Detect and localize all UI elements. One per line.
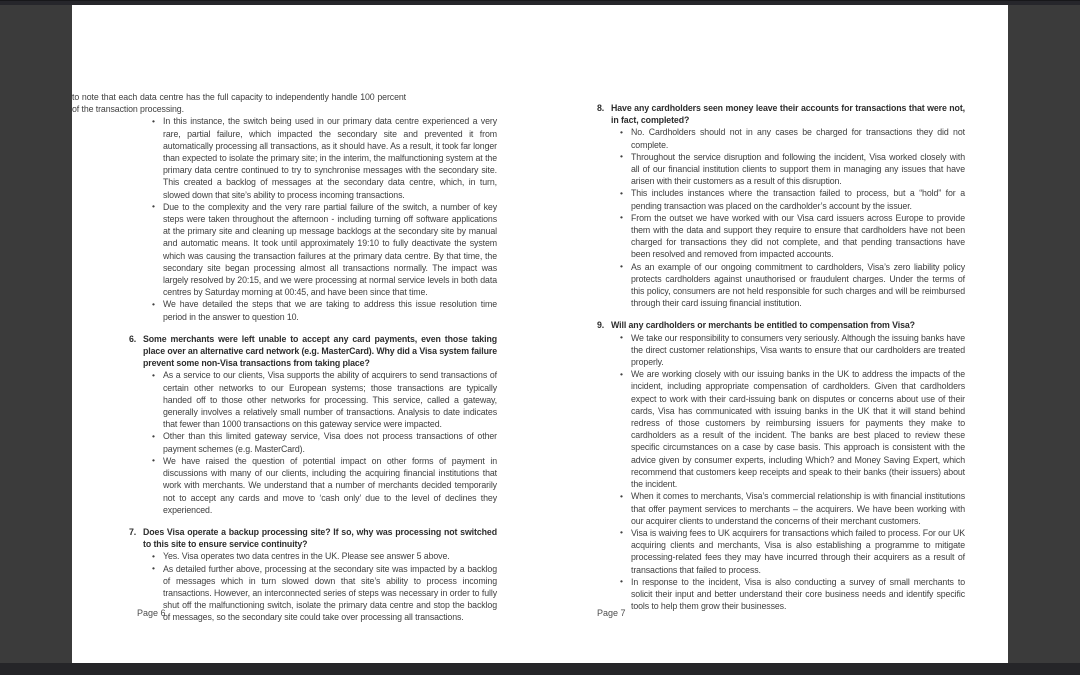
bullet-text: We have raised the question of potential impact on other forms of payment in discussions with many of our clients, including the acquiring financial institutions that work with merchants. We understand that a number of merchants decided temporarily not to accept any cards and move to ‘cash only’ due to the level of declines they experienced.	[163, 455, 497, 515]
bullet-icon: •	[152, 455, 155, 466]
bullet-item	[620, 332, 965, 369]
bullet-text: We are working closely with our issuing banks in the UK to address the impacts of the incident, including appropriate compensation of cardholders. Given that cardholders expect to work with their card-issuing bank on disputes or concerns about use of their cards, Visa has communicated with issuing banks in the UK that it will stand behind redress of those customers by reimbursing issuers for payments they make to cardholders as a result of the incident. The banks are best placed to review these specific circumstances on a case by case basis. This approach is consistent with the advice given by consumer experts, including Which? and Money Saving Expert, which recommend that customers keep receipts and speak to their banks (their issuers) about the incident.	[631, 369, 965, 490]
bullet-item	[620, 368, 965, 490]
page-7	[540, 5, 1008, 663]
question-number: 7.	[129, 526, 137, 537]
page-7-content	[540, 102, 1008, 612]
bullet-text: This includes instances where the transaction failed to process, but a “hold” for a pending transaction was placed on the cardholder’s account by the issuer.	[631, 188, 965, 211]
bullet-icon: •	[620, 212, 623, 223]
bullet-text: No. Cardholders should not in any cases be charged for transactions they did not complete.	[631, 127, 965, 150]
bullet-text: As an example of our ongoing commitment to cardholders, Visa’s zero liability policy protects cardholders against unauthorised or fraudulent charges. Under the terms of this policy, consumers are not held responsible for such charges and will be reimbursed through their card issuing financial institution.	[631, 261, 965, 309]
bullet-icon: •	[620, 490, 623, 501]
question-number: 8.	[597, 103, 605, 113]
bullet-icon: •	[152, 115, 155, 126]
bullet-icon: •	[620, 332, 623, 343]
bullet-text: Other than this limited gateway service, Visa does not process transactions of other payment schemes (e.g. MasterCard).	[163, 431, 497, 454]
bullet-icon: •	[620, 261, 623, 272]
bullet-item	[620, 490, 965, 527]
bullet-item	[620, 576, 965, 613]
question-item	[597, 319, 965, 331]
bullet-icon: •	[152, 369, 155, 380]
bullet-item	[620, 126, 965, 150]
bullet-icon: •	[152, 563, 155, 574]
page-6-content	[72, 91, 540, 624]
bullet-item	[620, 151, 965, 188]
bullet-item	[152, 369, 497, 430]
bullet-text: From the outset we have worked with our Visa card issuers across Europe to provide them with the data and support they require to ensure that cardholders have not been charged for transactions they did not complete, and that pending transactions have been resolved and removed from impacted accounts.	[631, 212, 965, 260]
bullet-icon: •	[152, 201, 155, 212]
question-item	[597, 102, 965, 126]
page-6	[72, 5, 540, 663]
bullet-item	[620, 527, 965, 576]
bullet-text: Yes. Visa operates two data centres in the UK. Please see answer 5 above.	[163, 551, 450, 562]
bullet-item	[620, 187, 965, 211]
bullet-icon: •	[620, 368, 623, 379]
bullet-item	[152, 550, 497, 562]
paragraph-continuation: to note that each data centre has the full capacity to independently handle 100 percent of the transaction processing.	[72, 92, 406, 115]
question-number: 6.	[129, 333, 137, 344]
question-item	[129, 526, 497, 550]
document-spread	[72, 5, 1008, 663]
bullet-icon: •	[620, 126, 623, 137]
bullet-text: We take our responsibility to consumers very seriously. Although the issuing banks have the direct customer relationships, Visa wants to ensure that our cardholders are treated properly.	[631, 332, 965, 368]
bullet-item	[152, 298, 497, 322]
bullet-item	[620, 261, 965, 310]
bullet-icon: •	[152, 430, 155, 441]
bullet-text: In response to the incident, Visa is also conducting a survey of small merchants to solicit their input and better understand their core business needs and identify specific tools to help them grow their businesses.	[631, 576, 965, 612]
bullet-item	[152, 201, 497, 299]
bullet-text: As detailed further above, processing at the secondary site was impacted by a backlog of messages which in turn slowed down that site’s ability to process incoming transactions. However, an interconnected series of steps was necessary in order to fully shut off the malfunctioning switch, isolate the primary data centre and stop the backlog of messages, so the secondary site could take over processing all transactions.	[163, 563, 497, 623]
bullet-icon: •	[152, 298, 155, 309]
bullet-icon: •	[620, 527, 623, 538]
page-number-footer: Page 6	[137, 608, 166, 618]
bullet-text: We have detailed the steps that we are taking to address this issue resolution time period in the answer to question 10.	[163, 299, 497, 322]
viewer-bottom-bar	[0, 663, 1080, 675]
bullet-icon: •	[620, 576, 623, 587]
bullet-icon: •	[620, 187, 623, 198]
bullet-text: Throughout the service disruption and following the incident, Visa worked closely with all of our financial institution clients to support them in managing any issues that have arisen with their customers as a result of this disruption.	[631, 151, 965, 187]
bullet-text: Visa is waiving fees to UK acquirers for transactions which failed to process. For our UK acquiring clients and merchants, Visa is also establishing a programme to mitigate processing-related fees they may have incurred through their acquirers as a result of transactions that failed to process.	[631, 527, 965, 575]
bullet-icon: •	[152, 550, 155, 561]
bullet-item	[152, 455, 497, 516]
bullet-icon: •	[620, 151, 623, 162]
question-text: Does Visa operate a backup processing site? If so, why was processing not switched to this site to ensure service continuity?	[143, 526, 497, 550]
question-text: Will any cardholders or merchants be entitled to compensation from Visa?	[611, 320, 915, 331]
bullet-text: As a service to our clients, Visa supports the ability of acquirers to send transactions of certain other networks to our European systems; those transactions are typically handed off to those other networks for processing. This service, called a gateway, generally involves a relatively small number of transactions. Analysis to date indicates that fewer than 1000 transactions on this gateway service were impacted.	[163, 370, 497, 430]
document-canvas[interactable]	[0, 5, 1080, 663]
question-item	[129, 333, 497, 370]
bullet-item	[152, 430, 497, 454]
question-text: Some merchants were left unable to accept any card payments, even those taking place over an alternative card network (e.g. MasterCard). Why did a Visa system failure prevent some non-Visa transactions from taking place?	[143, 333, 497, 369]
bullet-item	[152, 115, 497, 200]
bullet-text: Due to the complexity and the very rare partial failure of the switch, a number of key steps were taken throughout the afternoon - including turning off software applications at the primary site and cleaning up message backlogs at the secondary site by manual and automatic means. It took until approximately 19:10 to fully deactivate the system which was causing the transaction failures at the primary data centre. By that time, the secondary site began processing almost all transactions normally. The impact was largely resolved by 20:15, and we were processing at normal service levels in both data centres by Saturday morning at 00:45, and have been since that time.	[163, 201, 497, 298]
question-number: 9.	[597, 320, 605, 331]
page-number-footer: Page 7	[597, 608, 626, 618]
question-text: Have any cardholders seen money leave their accounts for transactions that were not, in fact, completed?	[611, 103, 965, 126]
bullet-item	[152, 563, 497, 624]
bullet-text: When it comes to merchants, Visa’s commercial relationship is with financial institutions that offer payment services to merchants – the acquirers. We have been working with our acquirer clients to understand the concerns of their merchant customers.	[631, 491, 965, 526]
bullet-item	[620, 212, 965, 261]
bullet-text: In this instance, the switch being used in our primary data centre experienced a very rare, partial failure, which impacted the secondary site and prevented it from automatically processing all transactions, as it should have. As a result, it took far longer than expected to isolate the primary site; in the interim, the malfunctioning system at the primary data centre continued to try to synchronise messages with the secondary site. This created a backlog of messages at the secondary data centre, which, in turn, slowed down that site’s ability to process incoming transactions.	[163, 116, 497, 200]
